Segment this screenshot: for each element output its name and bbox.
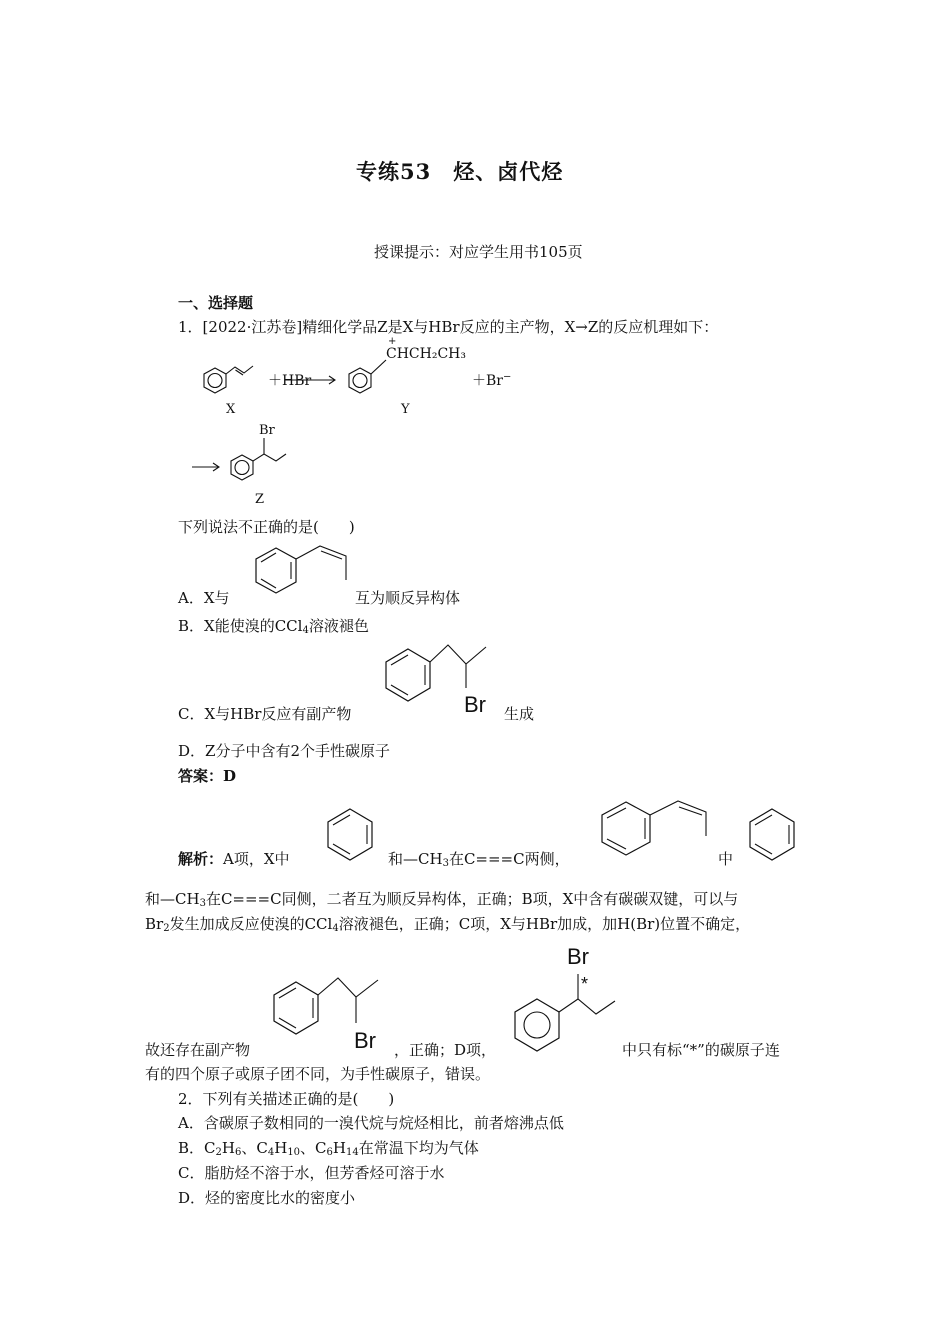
page-title: 专练53 烃、卤代烃 — [356, 159, 564, 184]
analysis-line-4b: ，正确；D项， — [394, 1041, 497, 1059]
option-a-pre: A．X与 — [178, 589, 230, 607]
analysis-line-5: 有的四个原子或原子团不同，为手性碳原子，错误。 — [145, 1065, 491, 1083]
label-y: Y — [401, 402, 410, 417]
z-chiral-structure — [505, 944, 625, 1054]
c-br-label: Br — [464, 692, 486, 717]
option-a-post: 互为顺反异构体 — [355, 589, 461, 607]
reaction-scheme-z — [190, 420, 310, 500]
analysis-line-3: $Br_2$发生加成反应使溴的CCl$_4$溶液褪色，正确；C项，X与HBr加成，加H(Br)位置不确定， — [145, 915, 751, 934]
analysis-line-1c: 中 — [718, 850, 734, 868]
z-br-label: Br — [259, 423, 275, 438]
answer: 答案：D — [178, 767, 237, 785]
benzene-ring-y — [349, 368, 371, 393]
label-z: Z — [255, 492, 265, 507]
analysis-line-4a: 故还存在副产物 — [145, 1041, 251, 1059]
benzene-structure-1 — [320, 804, 384, 868]
side-product-structure-analysis — [268, 968, 393, 1056]
option-d: D．Z分子中含有2个手性碳原子 — [178, 742, 390, 760]
cation-plus: + — [388, 336, 397, 347]
analysis-line-2: 和$—CH_3$在C===C同侧，二者互为顺反异构体，正确；B项，X中含有碳碳双键，可以与 — [145, 890, 739, 909]
analysis-line-4c: 中只有标“*”的碳原子连 — [622, 1041, 780, 1059]
y-substituent: CHCH₂CH₃ — [386, 346, 466, 362]
analysis-line-1: 解析：A项，X中 — [178, 850, 290, 868]
benzene-structure-2 — [742, 804, 806, 868]
q2-option-b: B．$C_2H_6$、$C_4H_{10}$、$C_6H_{14}$在常温下均为气体 — [178, 1139, 479, 1158]
plus-br-minus: ＋Br− — [472, 371, 512, 389]
option-c-post: 生成 — [504, 705, 535, 723]
analysis-line-1b: 和$—CH_3$在C===C两侧， — [388, 850, 570, 869]
cis-structure-analysis — [596, 796, 714, 860]
q2-stem: 2．下列有关描述正确的是( ) — [178, 1090, 395, 1108]
reaction-scheme-x-to-y — [195, 340, 515, 420]
analysis-br-label-1: Br — [354, 1028, 376, 1053]
option-b: B．X能使溴的CCl$_4$溶液褪色 — [178, 617, 369, 636]
q2-option-d: D．烃的密度比水的密度小 — [178, 1189, 356, 1207]
label-x: X — [226, 402, 236, 417]
option-c-pre: C．X与HBr反应有副产物 — [178, 705, 352, 723]
benzene-ring-z — [231, 455, 253, 480]
plus-hbr: ＋HBr — [268, 373, 312, 389]
chiral-star: * — [581, 974, 589, 994]
section-heading: 一、选择题 — [178, 294, 254, 312]
teaching-hint: 授课提示：对应学生用书105页 — [374, 243, 583, 261]
q2-option-c: C．脂肪烃不溶于水，但芳香烃可溶于水 — [178, 1164, 445, 1182]
analysis-br-label-2: Br — [567, 944, 589, 969]
benzene-ring-x — [204, 368, 226, 393]
q1-question: 下列说法不正确的是( ) — [178, 518, 355, 536]
cis-isomer-structure — [250, 540, 360, 606]
q2-option-a: A．含碳原子数相同的一溴代烷与烷烃相比，前者熔沸点低 — [178, 1114, 564, 1132]
q1-stem: 1．[2022·江苏卷]精细化学品Z是X与HBr反应的主产物，X→Z的反应机理如下： — [178, 318, 719, 336]
side-product-structure-c — [380, 636, 505, 720]
